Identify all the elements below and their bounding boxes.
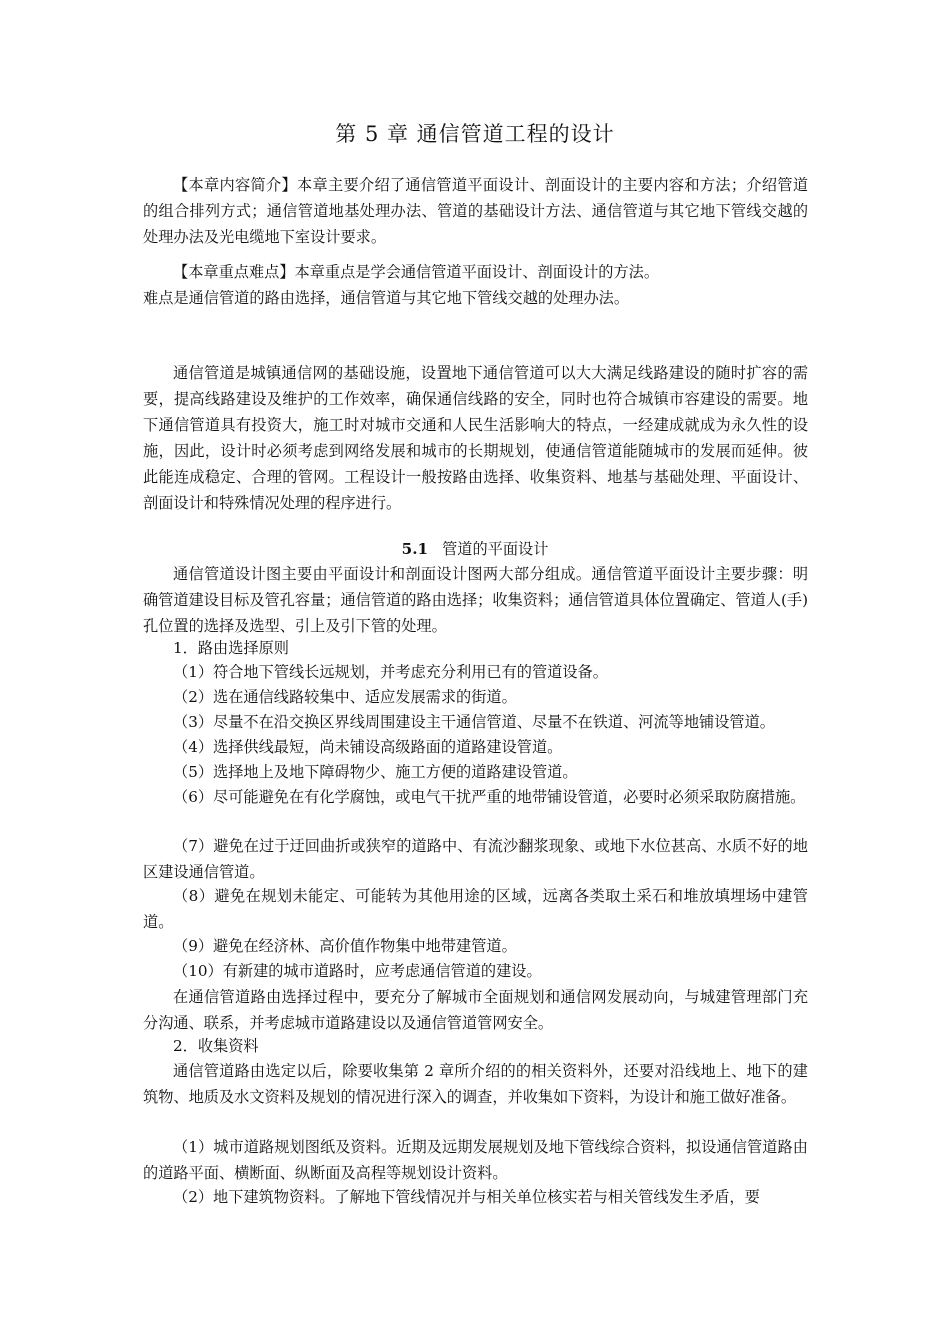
route-item: （4）选择供线最短，尚未铺设高级路面的道路建设管道。 (173, 738, 563, 756)
section-intro: 通信管道设计图主要由平面设计和剖面设计图两大部分组成。通信管道平面设计主要步骤：明确管道建设目标及管孔容量；通信管道的路由选择；收集资料；通信管道具体位置确定、管道人(手)孔位置的选择及选型、引上及引下管的处理。 (143, 565, 808, 635)
collect-intro: 通信管道路由选定以后，除要收集第 2 章所介绍的的相关资料外，还要对沿线地上、地下的建筑物、地质及水文资料及规划的情况进行深入的调查，并收集如下资料，为设计和施工做好准备。 (143, 1062, 808, 1106)
section-heading (0, 536, 950, 562)
section-title: 管道的平面设计 (442, 540, 549, 558)
chapter-title: 第 5 章 通信管道工程的设计 (335, 122, 615, 146)
section-number: 5.1 (401, 540, 429, 558)
collect-item: （1）城市道路规划图纸及资料。近期及远期发展规划及地下管线综合资料，拟设通信管道路由的道路平面、横断面、纵断面及高程等规划设计资料。 (143, 1138, 808, 1182)
route-item: （6）尽可能避免在有化学腐蚀，或电气干扰严重的地带铺设管道，必要时必须采取防腐措施。 (173, 788, 806, 806)
route-item: （9）避免在经济林、高价值作物集中地带建管道。 (173, 937, 517, 955)
overview-paragraph: 通信管道是城镇通信网的基础设施，设置地下通信管道可以大大满足线路建设的随时扩容的需要，提高线路建设及维护的工作效率，确保通信线路的安全，同时也符合城镇市容建设的需要。地下通信管道具有投资大，施工时对城市交通和人民生活影响大的特点，一经建成就成为永久性的设施，因此，设计时必须考虑到网络发展和城市的长期规划，使通信管道能随城市的发展而延伸。彼此能连成稳定、合理的管网。工程设计一般按路由选择、收集资料、地基与基础处理、平面设计、剖面设计和特殊情况处理的程序进行。 (143, 364, 808, 512)
route-item: （2）选在通信线路较集中、适应发展需求的街道。 (173, 688, 517, 706)
route-item: （7）避免在过于迂回曲折或狭窄的道路中、有流沙翻浆现象、或地下水位甚高、水质不好的地区建设通信管道。 (143, 837, 808, 881)
route-summary: 在通信管道路由选择过程中，要充分了解城市全面规划和通信网发展动向，与城建管理部门充分沟通、联系，并考虑城市道路建设以及通信管道管网安全。 (143, 988, 808, 1032)
intro-difficulties: 难点是通信管道的路由选择，通信管道与其它地下管线交越的处理办法。 (143, 289, 629, 307)
intro-key-points: 【本章重点难点】本章重点是学会通信管道平面设计、剖面设计的方法。 (173, 263, 659, 281)
route-item: （5）选择地上及地下障碍物少、施工方便的道路建设管道。 (173, 763, 578, 781)
heading-route-selection: 1．路由选择原则 (173, 639, 289, 657)
intro-summary: 【本章内容简介】本章主要介绍了通信管道平面设计、剖面设计的主要内容和方法；介绍管道的组合排列方式；通信管道地基处理办法、管道的基础设计方法、通信管道与其它地下管线交越的处理办法及光电缆地下室设计要求。 (143, 176, 808, 246)
route-item: （10）有新建的城市道路时，应考虑通信管道的建设。 (173, 962, 542, 980)
collect-item: （2）地下建筑物资料。了解地下管线情况并与相关单位核实若与相关管线发生矛盾，要 (173, 1188, 760, 1206)
route-item: （1）符合地下管线长远规划，并考虑充分利用已有的管道设备。 (173, 663, 608, 681)
route-item: （3）尽量不在沿交换区界线周围建设主干通信管道、尽量不在铁道、河流等地铺设管道。 (173, 713, 775, 731)
heading-collect-data: 2．收集资料 (173, 1037, 259, 1055)
route-item: （8）避免在规划未能定、可能转为其他用途的区域，远离各类取土采石和堆放填埋场中建管道。 (143, 887, 808, 931)
